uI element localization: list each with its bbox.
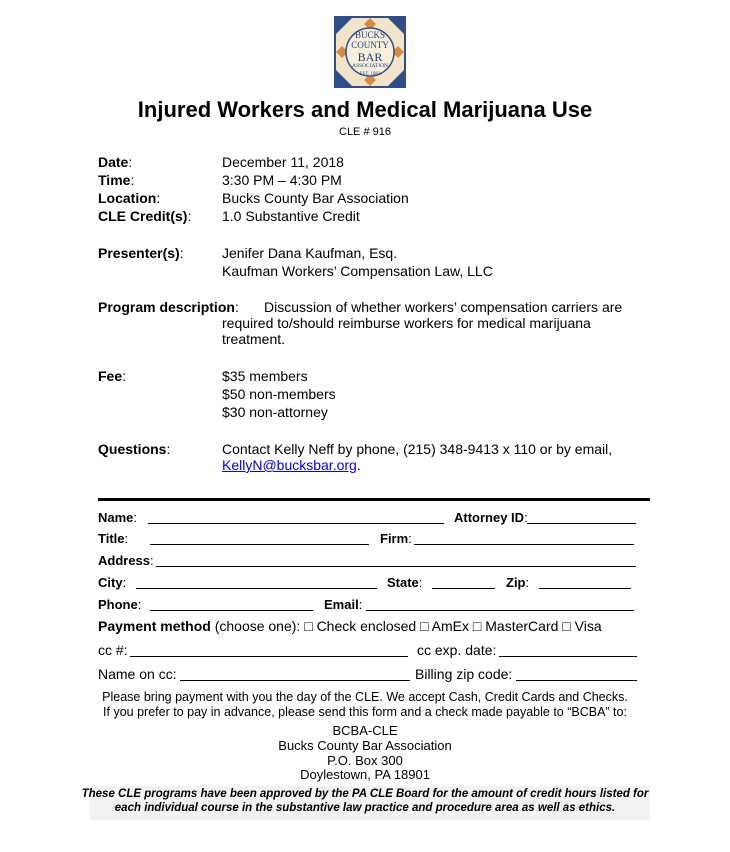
state-label-text: State	[387, 575, 419, 590]
section-divider	[98, 498, 650, 501]
date-label: Date:	[98, 154, 133, 170]
logo-line-est: EST. 1883	[359, 72, 381, 77]
credits-value: 1.0 Substantive Credit	[222, 208, 360, 224]
cle-number: CLE # 916	[339, 126, 391, 138]
time-label: Time:	[98, 172, 135, 188]
phone-label: Phone:	[98, 597, 142, 612]
email-link[interactable]: KellyN@bucksbar.org	[222, 457, 357, 473]
presenter-firm: Kaufman Workers’ Compensation Law, LLC	[222, 263, 493, 279]
zip-field[interactable]	[539, 588, 631, 589]
cc-exp-field[interactable]	[499, 656, 637, 657]
address-field[interactable]	[156, 566, 636, 567]
approval-line-2: each individual course in the substantive law practice and procedure area as well as ethics.	[114, 802, 616, 814]
phone-label-text: Phone	[98, 597, 138, 612]
firm-field[interactable]	[414, 544, 634, 545]
address-label: Address:	[98, 553, 154, 568]
name-on-cc-label: Name on cc:	[98, 666, 177, 682]
time-value: 3:30 PM – 4:30 PM	[222, 172, 342, 188]
questions-label-text: Questions	[98, 441, 167, 457]
credits-label-text: CLE Credit(s)	[98, 208, 188, 224]
title-label: Title:	[98, 531, 129, 546]
city-label-text: City	[98, 575, 123, 590]
program-line-2: required to/should reimburse workers for medical marijuana	[222, 315, 591, 331]
logo-line-county: COUNTY	[351, 40, 389, 50]
address-line-2: Bucks County Bar Association	[278, 738, 452, 753]
payment-method-row	[98, 618, 602, 634]
visa-checkbox[interactable]: □	[562, 618, 571, 634]
attorney-id-field[interactable]	[527, 523, 636, 524]
questions-email-line	[222, 457, 361, 473]
attorney-id-label-text: Attorney ID	[454, 510, 525, 525]
cc-exp-label: cc exp. date:	[417, 642, 497, 658]
zip-label: Zip:	[506, 575, 530, 590]
program-label: Program description:	[98, 299, 239, 315]
email-field[interactable]	[366, 610, 634, 611]
fee-nonattorney: $30 non-attorney	[222, 404, 328, 420]
fee-label: Fee:	[98, 368, 127, 384]
location-value: Bucks County Bar Association	[222, 190, 409, 206]
approval-line-1: These CLE programs have been approved by the PA CLE Board for the amount of credit hours listed for	[81, 788, 649, 800]
firm-label: Firm:	[380, 531, 412, 546]
fee-nonmembers: $50 non-members	[222, 386, 336, 402]
name-label: Name:	[98, 510, 138, 525]
fee-label-text: Fee	[98, 368, 123, 384]
bucks-county-bar-logo	[334, 16, 406, 88]
title-field[interactable]	[150, 544, 369, 545]
questions-text: Contact Kelly Neff by phone, (215) 348-9413 x 110 or by email,	[222, 441, 613, 457]
date-label-text: Date	[98, 154, 129, 170]
date-value: December 11, 2018	[222, 154, 344, 170]
fee-members: $35 members	[222, 368, 308, 384]
email-label: Email:	[324, 597, 363, 612]
check-enclosed-option: Check enclosed	[316, 618, 417, 634]
city-field[interactable]	[136, 588, 377, 589]
amex-checkbox[interactable]: □	[420, 618, 429, 634]
address-line-3: P.O. Box 300	[327, 753, 403, 768]
program-line-1: Discussion of whether workers’ compensation carriers are	[264, 299, 623, 315]
mastercard-checkbox[interactable]: □	[472, 618, 482, 634]
email-label-text: Email	[324, 597, 359, 612]
cc-number-field[interactable]	[130, 656, 408, 657]
visa-option: Visa	[574, 618, 602, 634]
page-title: Injured Workers and Medical Marijuana Use	[137, 97, 593, 122]
state-label: State:	[387, 575, 423, 590]
cc-number-label: cc #:	[98, 642, 128, 658]
attorney-id-label: Attorney ID:	[454, 510, 528, 525]
payment-note-line-1: Please bring payment with you the day of the CLE. We accept Cash, Credit Cards and Checks.	[102, 690, 628, 704]
address-label-text: Address	[98, 553, 151, 568]
amex-option: AmEx	[431, 618, 470, 634]
logo-line-association: ASSOCIATION	[351, 63, 389, 69]
presenters-label: Presenter(s):	[98, 245, 184, 261]
billing-zip-field[interactable]	[516, 680, 637, 681]
title-label-text: Title	[98, 531, 125, 546]
location-label: Location:	[98, 190, 161, 206]
time-label-text: Time	[98, 172, 131, 188]
firm-label-text: Firm	[380, 531, 409, 546]
payment-note-line-2: If you prefer to pay in advance, please send this form and a check made payable to “BCBA” to:	[103, 705, 627, 719]
presenter-name: Jenifer Dana Kaufman, Esq.	[222, 245, 398, 261]
program-label-text: Program description	[98, 299, 235, 315]
location-label-text: Location	[98, 190, 157, 206]
address-line-4: Doylestown, PA 18901	[300, 767, 430, 782]
payment-choose-text: (choose one):	[214, 618, 301, 634]
name-label-text: Name	[98, 510, 134, 525]
questions-label: Questions:	[98, 441, 171, 457]
email-period: .	[356, 457, 361, 473]
check-enclosed-checkbox[interactable]: □	[304, 618, 313, 634]
phone-field[interactable]	[150, 610, 313, 611]
presenters-label-text: Presenter(s)	[98, 245, 180, 261]
zip-label-text: Zip	[506, 575, 526, 590]
payment-method-label: Payment method	[98, 618, 211, 634]
mastercard-option: MasterCard	[485, 618, 559, 634]
logo-line-bucks: BUCKS	[354, 30, 385, 40]
billing-zip-label: Billing zip code:	[415, 666, 513, 682]
credits-label: CLE Credit(s):	[98, 208, 192, 224]
name-on-cc-field[interactable]	[180, 680, 410, 681]
address-line-1: BCBA-CLE	[332, 723, 398, 738]
city-label: City:	[98, 575, 127, 590]
name-field[interactable]	[148, 523, 444, 524]
program-line-3: treatment.	[222, 331, 286, 347]
logo-line-bar: BAR	[357, 50, 383, 64]
state-field[interactable]	[432, 588, 495, 589]
